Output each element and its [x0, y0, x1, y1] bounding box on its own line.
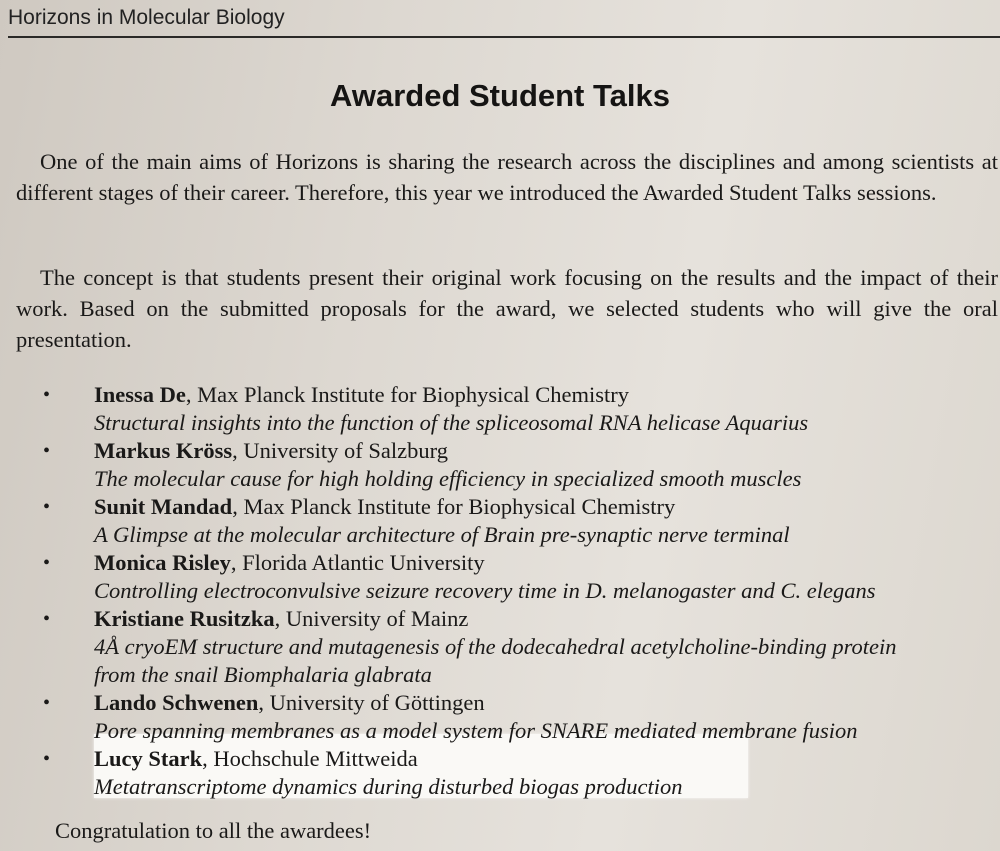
speaker-affiliation: , University of Salzburg: [232, 438, 448, 463]
talk-title: Pore spanning membranes as a model system for SNARE mediated membrane fusion: [94, 718, 858, 743]
talk-title-continued: from the snail Biomphalaria glabrata: [94, 662, 432, 687]
page-title: Awarded Student Talks: [330, 78, 670, 113]
talk-title: The molecular cause for high holding efficiency in specialized smooth muscles: [94, 466, 802, 491]
speaker-name: Kristiane Rusitzka: [94, 606, 275, 631]
intro-paragraph-text: One of the main aims of Horizons is sharing the research across the disciplines and among scientists at different stages of their career. Therefore, this year we introduced the Awarded Student Talks sessions.: [16, 149, 998, 205]
speaker-name: Markus Kröss: [94, 438, 233, 463]
speaker-affiliation: , Florida Atlantic University: [230, 550, 485, 575]
bullet: •: [43, 440, 51, 462]
talk-title: Structural insights into the function of the spliceosomal RNA helicase Aquarius: [94, 410, 809, 435]
bullet: •: [43, 496, 51, 518]
header-rule: [8, 36, 1000, 38]
speaker-name: Sunit Mandad: [94, 494, 233, 519]
closing-line: Congratulation to all the awardees!: [55, 818, 372, 843]
list-item: [0, 549, 1000, 605]
speaker-affiliation: , Max Planck Institute for Biophysical Chemistry: [232, 494, 676, 519]
concept-paragraph-text: The concept is that students present their original work focusing on the results and the impact of their work. Based on the submitted proposals for the award, we selected students who will give the oral presentation.: [16, 265, 998, 352]
bullet: •: [43, 384, 51, 406]
speaker-name: Lucy Stark: [94, 746, 203, 771]
running-head: Horizons in Molecular Biology: [8, 6, 285, 29]
list-item: [0, 437, 1000, 493]
talk-title: Controlling electroconvulsive seizure recovery time in D. melanogaster and C. elegans: [94, 578, 876, 603]
speaker-affiliation: , Hochschule Mittweida: [202, 746, 418, 771]
list-item: [0, 493, 1000, 549]
list-item: [0, 689, 1000, 745]
talk-list: [0, 381, 1000, 801]
speaker-name: Monica Risley: [94, 550, 231, 575]
bullet: •: [43, 692, 51, 714]
speaker-affiliation: , University of Göttingen: [258, 690, 485, 715]
bullet: •: [43, 748, 51, 770]
talk-title: 4Å cryoEM structure and mutagenesis of the dodecahedral acetylcholine-binding protein: [94, 634, 897, 659]
speaker-name: Lando Schwenen: [94, 690, 259, 715]
list-item: [0, 605, 1000, 689]
list-item: [0, 745, 1000, 801]
intro-paragraph: [16, 146, 998, 208]
bullet: •: [43, 552, 51, 574]
list-item: [0, 381, 1000, 437]
speaker-affiliation: , Max Planck Institute for Biophysical Chemistry: [185, 382, 629, 407]
talk-title: Metatranscriptome dynamics during disturbed biogas production: [94, 774, 683, 799]
concept-paragraph: [16, 262, 998, 355]
talk-title: A Glimpse at the molecular architecture of Brain pre-synaptic nerve terminal: [94, 522, 790, 547]
speaker-name: Inessa De: [94, 382, 186, 407]
bullet: •: [43, 608, 51, 630]
speaker-affiliation: , University of Mainz: [274, 606, 469, 631]
